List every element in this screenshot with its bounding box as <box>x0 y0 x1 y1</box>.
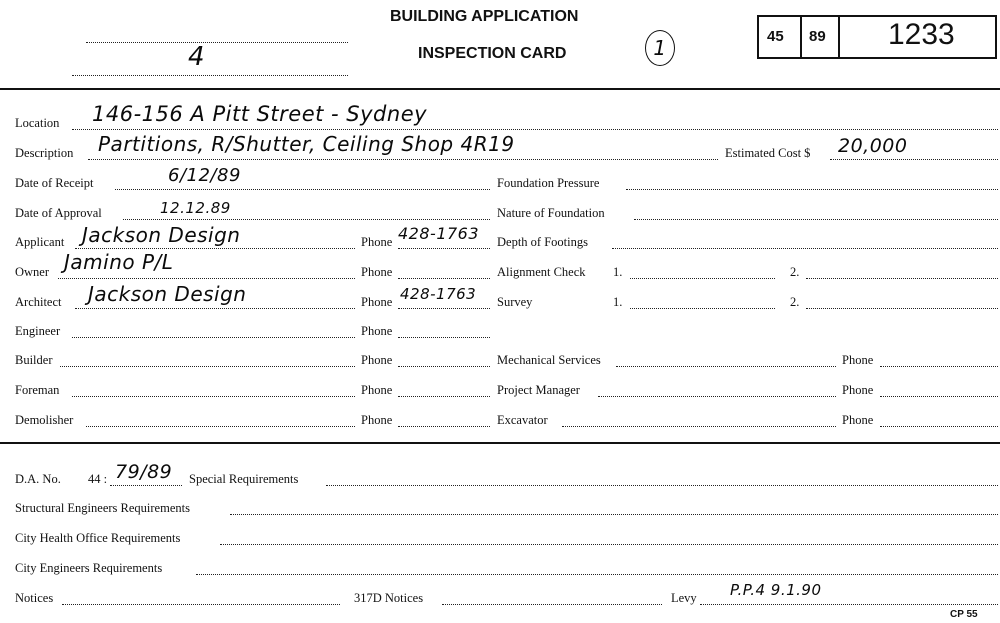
card-title-line1: BUILDING APPLICATION <box>390 8 579 25</box>
depth-of-footings-line <box>612 248 998 249</box>
middle-section-divider <box>0 442 1000 444</box>
project-manager-line <box>598 396 836 397</box>
owner-line <box>58 278 355 279</box>
project-manager-phone-line <box>880 396 998 397</box>
survey-2-line <box>806 308 998 309</box>
nature-of-foundation-line <box>634 219 998 220</box>
description-line <box>88 159 718 160</box>
excavator-phone-label: Phone <box>842 413 874 427</box>
reference-box-divider-1 <box>800 15 802 57</box>
architect-value: Jackson Design <box>88 282 247 306</box>
architect-line <box>75 308 355 309</box>
date-of-approval-line <box>123 219 490 220</box>
foreman-label: Foreman <box>15 383 60 397</box>
date-of-receipt-line <box>115 189 490 190</box>
da-no-prefix: 44 : <box>88 472 108 486</box>
survey-2-label: 2. <box>790 295 800 309</box>
demolisher-label: Demolisher <box>15 413 74 427</box>
nature-of-foundation-label: Nature of Foundation <box>497 206 605 220</box>
location-line <box>72 129 998 130</box>
depth-of-footings-label: Depth of Footings <box>497 235 588 249</box>
alignment-check-1-line <box>630 278 775 279</box>
da-no-line <box>110 485 182 486</box>
notices-line <box>62 604 340 605</box>
district-line <box>72 75 348 76</box>
estimated-cost-value: 20,000 <box>838 135 908 157</box>
levy-label: Levy <box>671 591 697 605</box>
builder-line <box>60 366 355 367</box>
excavator-phone-line <box>880 426 998 427</box>
date-of-receipt-value: 6/12/89 <box>168 165 241 186</box>
alignment-check-2-label: 2. <box>790 265 800 279</box>
da-no-label: D.A. No. <box>15 472 61 486</box>
mechanical-services-line <box>616 366 836 367</box>
card-no-line <box>86 42 348 43</box>
reference-box-a: 45 <box>767 28 784 45</box>
special-requirements-line <box>326 485 998 486</box>
applicant-phone-label: Phone <box>361 235 393 249</box>
city-health-label: City Health Office Requirements <box>15 531 181 545</box>
alignment-check-2-line <box>806 278 998 279</box>
foreman-phone-line <box>398 396 490 397</box>
special-requirements-label: Special Requirements <box>189 472 299 486</box>
notices-label: Notices <box>15 591 54 605</box>
estimated-cost-line <box>830 159 998 160</box>
location-value: 146-156 A Pitt Street - Sydney <box>92 102 428 126</box>
survey-1-label: 1. <box>613 295 623 309</box>
date-of-receipt-label: Date of Receipt <box>15 176 94 190</box>
builder-phone-line <box>398 366 490 367</box>
excavator-label: Excavator <box>497 413 548 427</box>
foreman-phone-label: Phone <box>361 383 393 397</box>
notices-317d-line <box>442 604 662 605</box>
date-of-approval-label: Date of Approval <box>15 206 102 220</box>
description-value: Partitions, R/Shutter, Ceiling Shop 4R19 <box>98 132 515 156</box>
demolisher-phone-label: Phone <box>361 413 393 427</box>
foundation-pressure-label: Foundation Pressure <box>497 176 600 190</box>
owner-phone-line <box>398 278 490 279</box>
survey-1-line <box>630 308 775 309</box>
location-label: Location <box>15 116 60 130</box>
engineer-label: Engineer <box>15 324 61 338</box>
reference-number-box <box>757 15 997 59</box>
mechanical-services-phone-label: Phone <box>842 353 874 367</box>
applicant-phone-value: 428-1763 <box>398 224 480 243</box>
demolisher-line <box>86 426 355 427</box>
engineer-line <box>72 337 355 338</box>
builder-label: Builder <box>15 353 53 367</box>
mechanical-services-label: Mechanical Services <box>497 353 601 367</box>
owner-label: Owner <box>15 265 50 279</box>
structural-engineers-line <box>230 514 998 515</box>
reference-number: 1233 <box>888 18 955 51</box>
architect-phone-line <box>398 308 490 309</box>
applicant-phone-line <box>398 248 490 249</box>
applicant-line <box>75 248 355 249</box>
builder-phone-label: Phone <box>361 353 393 367</box>
mechanical-services-phone-line <box>880 366 998 367</box>
date-of-approval-value: 12.12.89 <box>160 199 231 217</box>
architect-phone-value: 428-1763 <box>400 285 477 303</box>
excavator-line <box>562 426 836 427</box>
engineer-phone-label: Phone <box>361 324 393 338</box>
da-no-value: 79/89 <box>115 461 173 483</box>
description-label: Description <box>15 146 74 160</box>
notices-317d-label: 317D Notices <box>354 591 424 605</box>
owner-phone-label: Phone <box>361 265 393 279</box>
reference-box-b: 89 <box>809 28 826 45</box>
applicant-label: Applicant <box>15 235 65 249</box>
levy-line <box>700 604 998 605</box>
engineer-phone-line <box>398 337 490 338</box>
form-code: CP 55 <box>950 609 978 620</box>
project-manager-label: Project Manager <box>497 383 580 397</box>
reference-box-divider-2 <box>838 15 840 57</box>
architect-label: Architect <box>15 295 62 309</box>
district-value: 4 <box>188 42 206 72</box>
top-section-divider <box>0 88 1000 90</box>
owner-value: Jamino P/L <box>64 250 174 274</box>
city-engineers-line <box>196 574 998 575</box>
structural-engineers-label: Structural Engineers Requirements <box>15 501 190 515</box>
estimated-cost-label: Estimated Cost $ <box>725 146 811 160</box>
alignment-check-1-label: 1. <box>613 265 623 279</box>
project-manager-phone-label: Phone <box>842 383 874 397</box>
city-health-line <box>220 544 998 545</box>
applicant-value: Jackson Design <box>82 223 241 247</box>
foreman-line <box>72 396 355 397</box>
foundation-pressure-line <box>626 189 998 190</box>
levy-value: P.P.4 9.1.90 <box>730 581 822 599</box>
demolisher-phone-line <box>398 426 490 427</box>
city-engineers-label: City Engineers Requirements <box>15 561 163 575</box>
circled-number: 1 <box>645 30 675 66</box>
survey-label: Survey <box>497 295 533 309</box>
architect-phone-label: Phone <box>361 295 393 309</box>
alignment-check-label: Alignment Check <box>497 265 586 279</box>
card-title-line2: INSPECTION CARD <box>418 45 567 62</box>
